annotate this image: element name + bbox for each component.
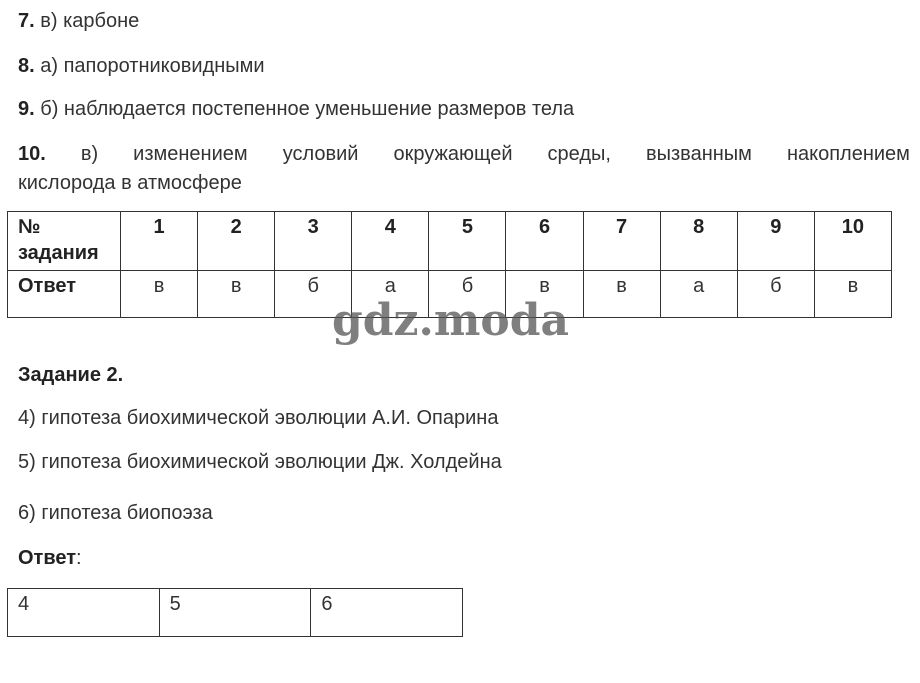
answer-line-8 (18, 54, 265, 78)
answer-cell: 5 (159, 589, 311, 637)
item-word: вызванным (646, 143, 752, 165)
answer-line-10-continued (18, 171, 242, 195)
table-header-row (8, 212, 892, 271)
task-number-cell: 4 (352, 212, 429, 271)
item-number: 9. (18, 98, 35, 120)
answer-line-7 (18, 9, 139, 33)
task2-line-4: 4) гипотеза биохимической эволюции А.И. Опарина (18, 407, 499, 429)
item-word: окружающей (393, 143, 513, 165)
answer-cell: 4 (8, 589, 160, 637)
item-text: а) папоротниковидными (34, 55, 265, 77)
answer-cell: 6 (311, 589, 463, 637)
item-word: накоплением (786, 143, 910, 165)
task2-line-6: 6) гипотеза биопоэза (18, 502, 213, 524)
task2-answer-table (7, 588, 463, 637)
answer-cell: б (429, 271, 506, 318)
item-text: в) карбоне (34, 10, 140, 32)
task2-title: Задание 2. (18, 364, 124, 386)
item-text: кислорода в атмосфере (18, 172, 242, 194)
task2-answer-heading (18, 546, 82, 570)
item-text: б) наблюдается постепенное уменьшение размеров тела (34, 98, 575, 120)
task-number-cell: 2 (198, 212, 275, 271)
answer-cell: в (814, 271, 891, 318)
task-number-cell: 10 (814, 212, 891, 271)
answer-cell: в (506, 271, 583, 318)
answer-line-9 (18, 97, 574, 121)
task2-line-5: 5) гипотеза биохимической эволюции Дж. Холдейна (18, 451, 502, 473)
answer-line-10 (18, 142, 910, 166)
answer-cell: в (121, 271, 198, 318)
item-number: 8. (18, 55, 35, 77)
answer-cell: б (737, 271, 814, 318)
item-number: 10. (18, 143, 46, 165)
answer-cell: в (583, 271, 660, 318)
item-word: в) (80, 143, 99, 165)
answer-colon: : (76, 547, 82, 569)
task-number-cell: 1 (121, 212, 198, 271)
task-number-cell: 7 (583, 212, 660, 271)
item-word: изменением (133, 143, 248, 165)
item-word: среды, (547, 143, 611, 165)
answer-cell: б (275, 271, 352, 318)
item-word: условий (282, 143, 359, 165)
item-number: 7. (18, 10, 35, 32)
answer-cell: в (198, 271, 275, 318)
task-number-cell: 5 (429, 212, 506, 271)
task-number-cell: 8 (660, 212, 737, 271)
task-number-cell: 3 (275, 212, 352, 271)
answer-label-cell: Ответ (8, 271, 121, 318)
answer-cell: а (352, 271, 429, 318)
answer-label: Ответ (18, 547, 77, 569)
table-row (8, 589, 463, 637)
task-number-cell: 6 (506, 212, 583, 271)
watermark-logo: gdz.moda (332, 295, 570, 346)
answer-cell: а (660, 271, 737, 318)
header-label-cell: № задания (8, 212, 121, 271)
task-number-cell: 9 (737, 212, 814, 271)
